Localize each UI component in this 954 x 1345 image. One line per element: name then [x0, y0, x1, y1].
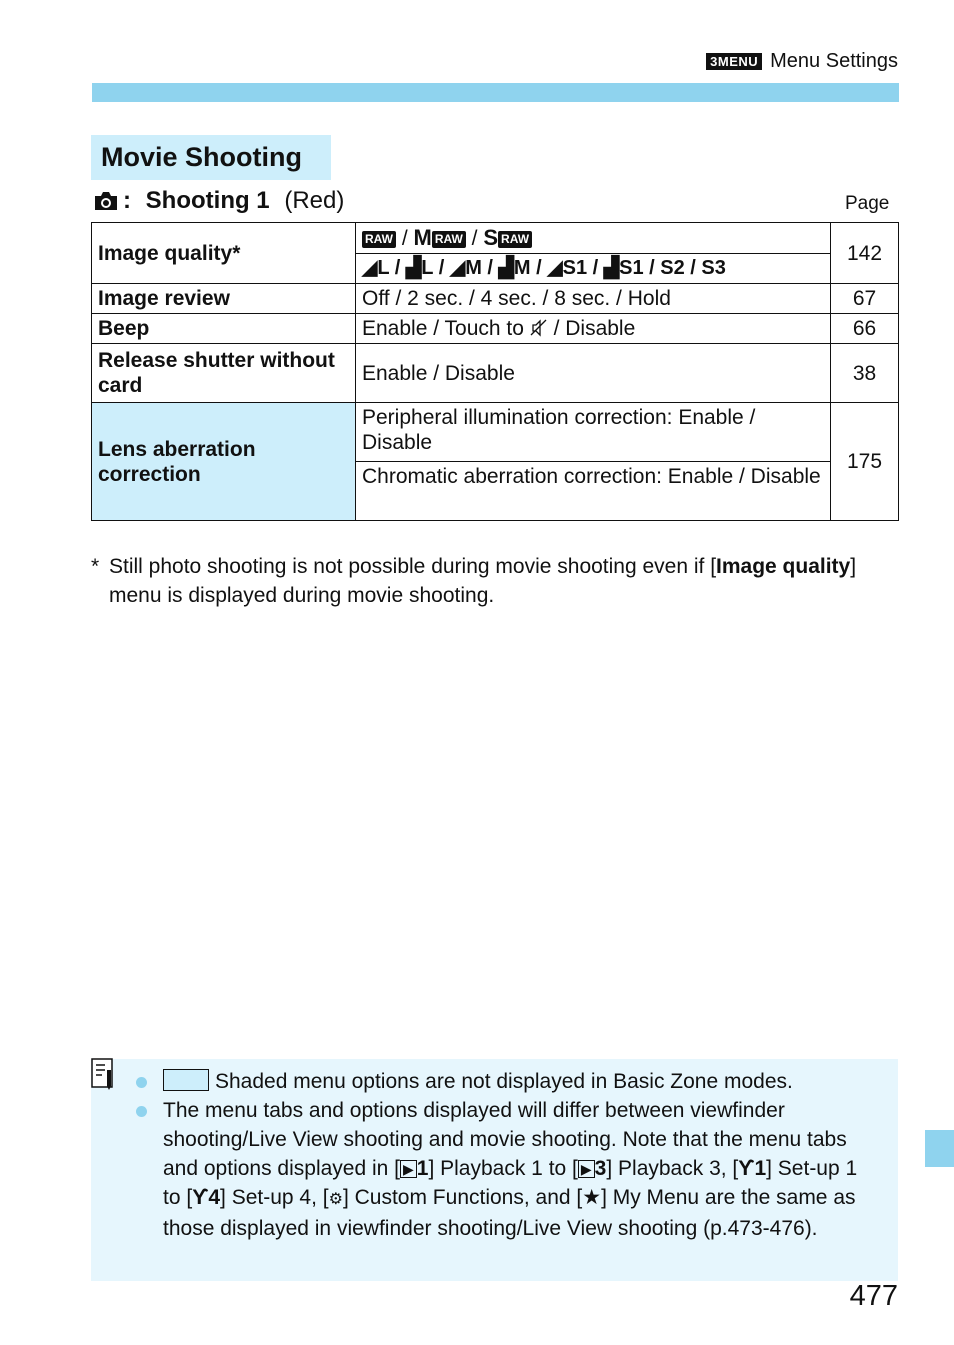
- raw-icon: RAW: [362, 231, 396, 248]
- footnote-text-a: Still photo shooting is not possible during movie shooting even if [: [109, 555, 717, 578]
- tip-text: ] Playback 1 to [: [428, 1157, 578, 1180]
- table-row: [92, 314, 899, 344]
- running-header: [706, 50, 898, 73]
- tip-text: The menu tabs and options displayed will differ between viewfinder shooting/Live View shooting and movie shooting. Note that the menu tabs and options displayed in [: [163, 1099, 847, 1180]
- bullet-icon: [136, 1077, 147, 1088]
- play-icon: ▶: [578, 1160, 595, 1178]
- footnote-bold: Image quality: [716, 555, 851, 578]
- tip-item: [136, 1067, 876, 1096]
- section-title: Movie Shooting: [91, 135, 331, 180]
- tip-text: ] Set-up 1 to [: [163, 1157, 858, 1209]
- table-row: [92, 403, 899, 462]
- option-cell: Chromatic aberration correction: Enable / Disable: [356, 462, 831, 521]
- camera-icon: [93, 190, 119, 212]
- option-cell: [356, 314, 831, 344]
- footnote: [91, 552, 899, 610]
- page-ref: 67: [831, 284, 899, 314]
- note-icon: [91, 1058, 117, 1092]
- tip-text: ] Playback 3, [: [606, 1157, 739, 1180]
- option-cell: Peripheral illumination correction: Enable / Disable: [356, 403, 831, 462]
- tab-color: (Red): [284, 187, 345, 214]
- page-column-header: Page: [845, 193, 890, 214]
- tip-text: ] My Menu are the same as those displayed in viewfinder shooting/Live View shooting (p.473-476).: [163, 1186, 856, 1240]
- menu-icon: [706, 53, 762, 70]
- beep-option-a: Enable / Touch to: [362, 317, 530, 340]
- wrench-icon: ϒ: [192, 1186, 209, 1209]
- item-image-quality: Image quality*: [92, 223, 356, 284]
- tip-box: [91, 1059, 898, 1281]
- bullet-icon: [136, 1106, 147, 1117]
- play-icon: ▶: [400, 1160, 417, 1178]
- custom-functions-icon: ⚙: [328, 1191, 343, 1208]
- header-title: Menu Settings: [770, 50, 898, 72]
- tip-item: [136, 1096, 876, 1243]
- tab-num: 4: [208, 1186, 221, 1209]
- mraw-icon: RAW: [432, 231, 466, 248]
- tab-num: 1: [754, 1157, 767, 1180]
- footnote-text-b: ] menu is displayed during movie shooting.: [109, 555, 857, 607]
- shade-swatch: [163, 1069, 209, 1091]
- page-ref: 38: [831, 344, 899, 403]
- option-cell: ◢L / ▟L / ◢M / ▟M / ◢S1 / ▟S1 / S2 / S3: [356, 254, 831, 284]
- item-lens-aberration: Lens aberration correction: [92, 403, 356, 521]
- item-beep: Beep: [92, 314, 356, 344]
- header-band: [92, 83, 899, 102]
- chapter-tab: [925, 1130, 954, 1167]
- item-release-shutter: Release shutter without card: [92, 344, 356, 403]
- table-row: [92, 344, 899, 403]
- tip-text: ] Set-up 4, [: [220, 1186, 329, 1209]
- menu-table: [91, 222, 899, 521]
- tab-heading: : Shooting 1 (Red): [93, 187, 344, 215]
- menu-badge-tab: 3: [710, 54, 718, 69]
- tip-text-1: Shaded menu options are not displayed in Basic Zone modes.: [215, 1070, 793, 1093]
- option-cell: Enable / Disable: [356, 344, 831, 403]
- page-ref: 175: [831, 403, 899, 521]
- page-ref: 66: [831, 314, 899, 344]
- table-row: [92, 223, 899, 254]
- item-image-review: Image review: [92, 284, 356, 314]
- tip-text: ] Custom Functions, and [: [342, 1186, 583, 1209]
- table-row: [92, 284, 899, 314]
- sraw-icon: RAW: [498, 231, 532, 248]
- speaker-mute-icon: [530, 319, 548, 337]
- tab-num: 3: [594, 1157, 607, 1180]
- option-cell: Off / 2 sec. / 4 sec. / 8 sec. / Hold: [356, 284, 831, 314]
- page-ref: 142: [831, 223, 899, 284]
- wrench-icon: ϒ: [738, 1157, 755, 1180]
- page-number: 477: [849, 1280, 898, 1312]
- footnote-mark: *: [91, 555, 100, 578]
- tab-name: Shooting 1: [145, 187, 270, 214]
- star-icon: ★: [582, 1186, 602, 1209]
- tab-num: 1: [416, 1157, 429, 1180]
- menu-badge-label: MENU: [717, 54, 759, 69]
- option-cell: RAW / M RAW / S RAW: [356, 223, 831, 254]
- beep-option-b: / Disable: [547, 317, 636, 340]
